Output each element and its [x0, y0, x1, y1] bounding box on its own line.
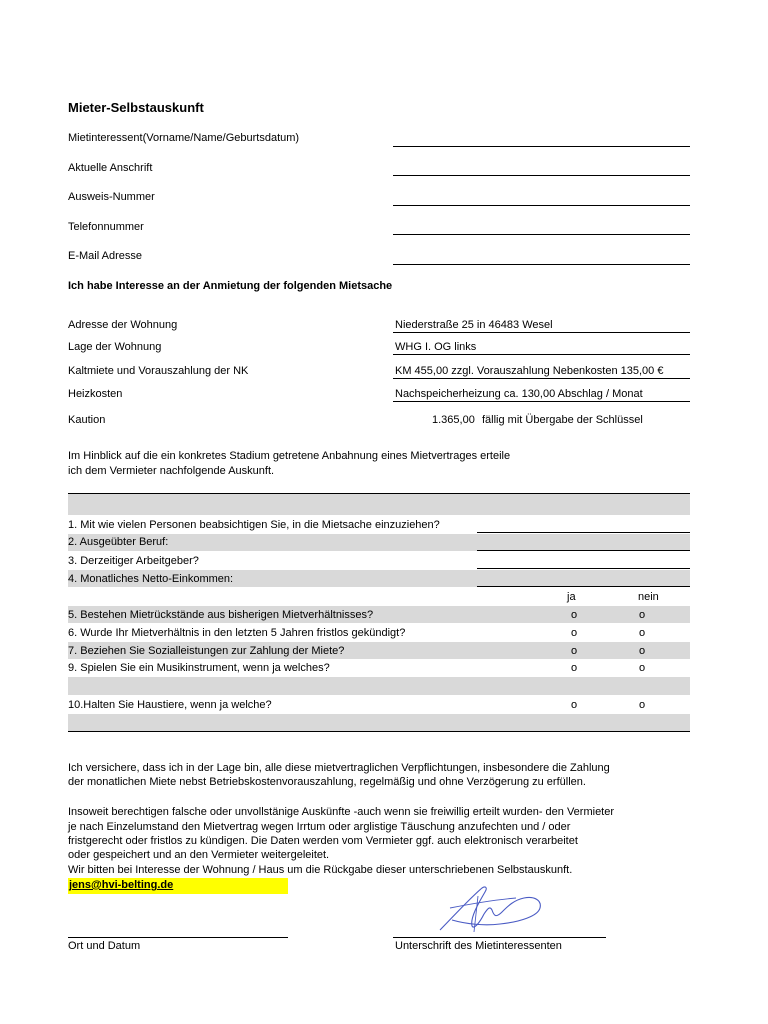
table-bottom-border: [68, 731, 690, 732]
applicant-name-label: Mietinteressent(Vorname/Name/Geburtsdatum): [68, 132, 300, 144]
question-7-no-radio[interactable]: o: [638, 645, 646, 657]
intro-line-2: ich dem Vermieter nachfolgende Auskunft.: [68, 465, 275, 477]
empty-row-shade: [68, 677, 690, 695]
property-address-underline: [393, 332, 690, 333]
phone-label: Telefonnummer: [68, 221, 144, 233]
rent-value: KM 455,00 zzgl. Vorauszahlung Nebenkosten 135,00 €: [395, 365, 664, 377]
question-4-answer-field[interactable]: [477, 586, 690, 587]
question-1: 1. Mit wie vielen Personen beabsichtigen Sie, in die Mietsache einzuziehen?: [68, 519, 440, 531]
property-location-value: WHG I. OG links: [395, 341, 477, 353]
question-2-answer-field[interactable]: [477, 550, 690, 551]
question-5-no-radio[interactable]: o: [638, 609, 646, 621]
question-6-yes-radio[interactable]: o: [570, 627, 578, 639]
place-date-field[interactable]: [68, 937, 288, 938]
signature-image: [430, 878, 555, 938]
applicant-name-field[interactable]: [393, 146, 690, 147]
table-header-band: [68, 494, 690, 515]
signature-label: Unterschrift des Mietinteressenten: [395, 940, 562, 952]
question-5-yes-radio[interactable]: o: [570, 609, 578, 621]
question-5: 5. Bestehen Mietrückstände aus bisherigen Mietverhältnisses?: [68, 609, 374, 621]
question-4: 4. Monatliches Netto-Einkommen:: [68, 573, 234, 585]
deposit-label: Kaution: [68, 414, 106, 426]
question-1-answer-field[interactable]: [477, 532, 690, 533]
question-9: 9. Spielen Sie ein Musikinstrument, wenn ja welches?: [68, 662, 330, 674]
assurance-line-2: der monatlichen Miete nebst Betriebskostenvorauszahlung, regelmäßig und ohne Verzögerung zu erfüllen.: [68, 776, 586, 788]
question-10-no-radio[interactable]: o: [638, 699, 646, 711]
question-3-answer-field[interactable]: [477, 568, 690, 569]
current-address-label: Aktuelle Anschrift: [68, 162, 153, 174]
property-address-value: Niederstraße 25 in 46483 Wesel: [395, 319, 553, 331]
question-2: 2. Ausgeübter Beruf:: [68, 536, 169, 548]
question-3: 3. Derzeitiger Arbeitgeber?: [68, 555, 199, 567]
deposit-note: fällig mit Übergabe der Schlüssel: [482, 414, 643, 426]
email-field[interactable]: [393, 264, 690, 265]
question-7: 7. Beziehen Sie Sozialleistungen zur Zahlung der Miete?: [68, 645, 345, 657]
question-10: 10.Halten Sie Haustiere, wenn ja welche?: [68, 699, 272, 711]
no-column-header: nein: [638, 591, 659, 603]
table-footer-band: [68, 714, 690, 731]
legal-line-5: Wir bitten bei Interesse der Wohnung / Haus um die Rückgabe dieser unterschriebenen Selbstauskunft.: [68, 864, 573, 876]
id-number-label: Ausweis-Nummer: [68, 191, 155, 203]
interest-heading: Ich habe Interesse an der Anmietung der folgenden Mietsache: [68, 280, 393, 292]
heating-value: Nachspeicherheizung ca. 130,00 Abschlag / Monat: [395, 388, 643, 400]
signature-field[interactable]: [393, 937, 606, 938]
intro-line-1: Im Hinblick auf die ein konkretes Stadium getretene Anbahnung eines Mietvertrages erteile: [68, 450, 511, 462]
question-7-yes-radio[interactable]: o: [570, 645, 578, 657]
property-location-underline: [393, 354, 690, 355]
legal-line-3: fristgerecht oder fristlos zu kündigen. Die Daten werden vom Vermieter ggf. auch elektronisch verarbeitet: [68, 835, 578, 847]
id-number-field[interactable]: [393, 205, 690, 206]
deposit-amount: 1.365,00: [432, 414, 475, 426]
question-6-no-radio[interactable]: o: [638, 627, 646, 639]
place-date-label: Ort und Datum: [68, 940, 141, 952]
legal-line-4: oder gespeichert und an den Vermieter weitergeleitet.: [68, 849, 330, 861]
legal-line-2: je nach Einzelumstand den Mietvertrag wegen Irrtum oder arglistige Täuschung anzufechten und / oder: [68, 821, 571, 833]
heating-label: Heizkosten: [68, 388, 123, 400]
page-title: Mieter-Selbstauskunft: [68, 100, 204, 115]
rent-label: Kaltmiete und Vorauszahlung der NK: [68, 365, 249, 377]
heating-underline: [393, 401, 690, 402]
contact-email-link[interactable]: jens@hvi-belting.de: [69, 879, 174, 891]
phone-field[interactable]: [393, 234, 690, 235]
legal-line-1: Insoweit berechtigen falsche oder unvollstänige Auskünfte -auch wenn sie freiwillig erteilt wurden- den Vermieter: [68, 806, 615, 818]
current-address-field[interactable]: [393, 175, 690, 176]
question-9-no-radio[interactable]: o: [638, 662, 646, 674]
yes-column-header: ja: [567, 591, 576, 603]
email-label: E-Mail Adresse: [68, 250, 142, 262]
rent-underline: [393, 378, 690, 379]
question-10-yes-radio[interactable]: o: [570, 699, 578, 711]
assurance-line-1: Ich versichere, dass ich in der Lage bin, alle diese mietvertraglichen Verpflichtungen, insbesondere die Zahlung: [68, 762, 610, 774]
question-9-yes-radio[interactable]: o: [570, 662, 578, 674]
question-6: 6. Wurde Ihr Mietverhältnis in den letzten 5 Jahren fristlos gekündigt?: [68, 627, 406, 639]
property-location-label: Lage der Wohnung: [68, 341, 162, 353]
property-address-label: Adresse der Wohnung: [68, 319, 178, 331]
